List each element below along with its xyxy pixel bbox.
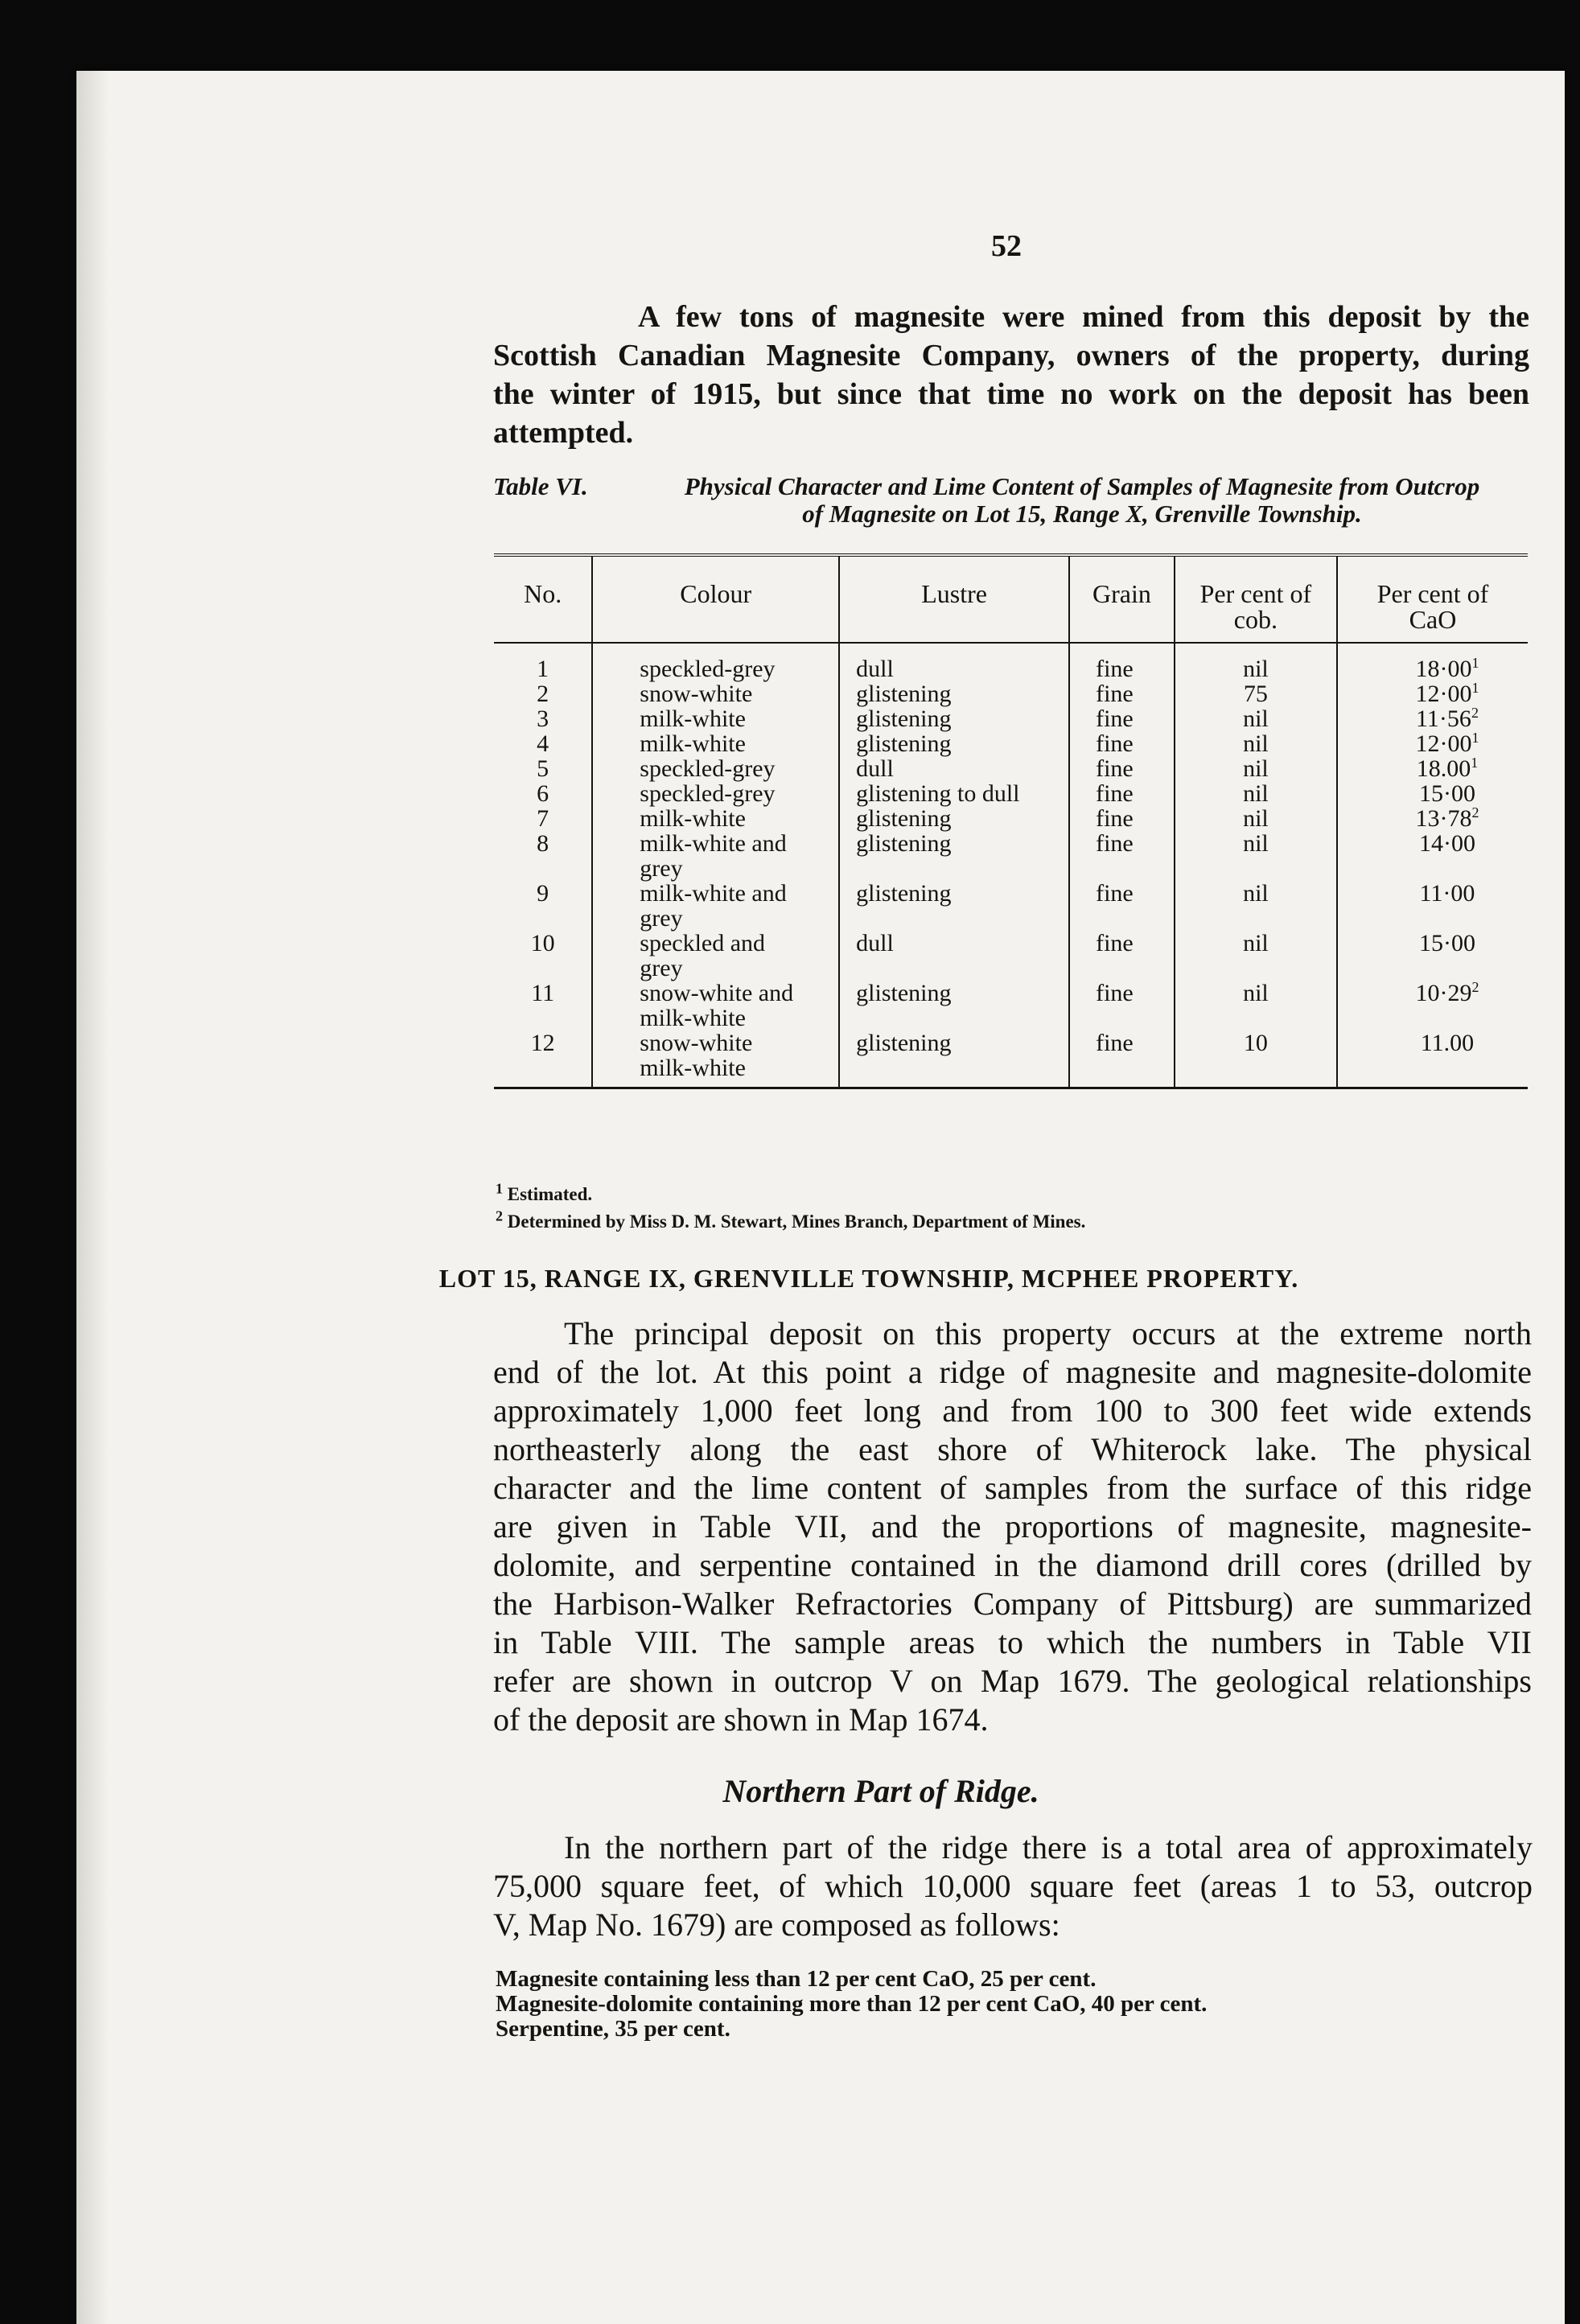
cell-colour-line: milk-white — [640, 705, 746, 732]
cell-cao-note: 2 — [1471, 705, 1479, 721]
northern-paragraph — [493, 1828, 1533, 1944]
footnote-text: Estimated. — [507, 1184, 593, 1204]
cell-cao — [1337, 1030, 1528, 1088]
cell-cob: nil — [1175, 756, 1337, 781]
cell-no: 9 — [537, 880, 549, 907]
cell-colour — [592, 831, 839, 881]
page-number: 52 — [991, 229, 1022, 263]
cell-no: 6 — [537, 780, 549, 807]
cell-colour — [592, 731, 839, 756]
section-heading: LOT 15, RANGE IX, GRENVILLE TOWNSHIP, MCPHEE PROPERTY. — [438, 1264, 1299, 1293]
cell-lustre: glistening — [839, 981, 1069, 1030]
cell-cao — [1337, 831, 1528, 881]
header-cao — [1337, 555, 1528, 643]
table-header-row — [494, 555, 1528, 643]
cell-cao-note: 2 — [1471, 979, 1479, 995]
table-row — [494, 831, 1528, 881]
cell-cao — [1337, 781, 1528, 806]
body-line: in Table VIII. The sample areas to which the numbers in Table VII — [493, 1624, 1532, 1660]
cell-cao-note: 1 — [1471, 655, 1479, 671]
intro-line: A few tons of magnesite were mined from this deposit by the — [638, 300, 1529, 334]
body-line: character and the lime content of samples from the surface of this ridge — [493, 1470, 1532, 1506]
intro-line: attempted. — [493, 416, 634, 450]
cell-cob: nil — [1175, 731, 1337, 756]
cell-cao — [1337, 981, 1528, 1030]
header-cob-line: Per cent of — [1199, 579, 1312, 608]
body-line: end of the lot. At this point a ridge of magnesite and magnesite-dolomite — [493, 1354, 1532, 1390]
composition-list — [496, 1967, 1207, 2042]
intro-line: Scottish Canadian Magnesite Company, owners of the property, during — [493, 339, 1529, 372]
cell-cao-value: 12·00 — [1415, 730, 1472, 757]
footnote — [496, 1208, 1085, 1236]
header-cao-line: Per cent of — [1376, 579, 1489, 608]
cell-colour — [592, 756, 839, 781]
intro-paragraph — [493, 298, 1529, 452]
table-footnotes — [496, 1181, 1085, 1236]
cell-grain: fine — [1069, 781, 1175, 806]
cell-cao-note: 1 — [1471, 730, 1479, 746]
cell-lustre: glistening — [839, 831, 1069, 881]
cell-cao-value: 18.00 — [1416, 755, 1471, 782]
cell-grain: fine — [1069, 756, 1175, 781]
table-row — [494, 931, 1528, 981]
header-colour: Colour — [592, 555, 839, 643]
cell-lustre: glistening — [839, 731, 1069, 756]
cell-no: 7 — [537, 805, 549, 832]
cell-colour-line: milk-white and — [640, 830, 787, 857]
cell-lustre: dull — [839, 756, 1069, 781]
cell-grain: fine — [1069, 881, 1175, 931]
cell-colour-line: milk-white and — [640, 880, 787, 907]
cell-grain: fine — [1069, 1030, 1175, 1088]
body-line: northeasterly along the east shore of Whiterock lake. The physical — [493, 1431, 1532, 1467]
cell-lustre: glistening — [839, 806, 1069, 831]
footnote-mark: 2 — [496, 1207, 503, 1224]
footnote-mark: 1 — [496, 1180, 503, 1197]
cell-cao-note: 1 — [1471, 680, 1479, 696]
table-row — [494, 681, 1528, 706]
cell-colour — [592, 981, 839, 1030]
body-line: In the northern part of the ridge there is a total area of approximately — [564, 1829, 1533, 1865]
cell-cao — [1337, 681, 1528, 706]
cell-lustre: glistening — [839, 681, 1069, 706]
cell-cao-value: 11·00 — [1419, 880, 1475, 907]
cell-lustre: glistening — [839, 706, 1069, 731]
cell-colour-line: snow-white — [640, 681, 753, 707]
cell-cob: nil — [1175, 643, 1337, 681]
table-row — [494, 731, 1528, 756]
cell-lustre: dull — [839, 931, 1069, 981]
cell-cao — [1337, 881, 1528, 931]
cell-no: 11 — [531, 980, 555, 1006]
cell-colour-line: snow-white — [640, 1030, 753, 1056]
cell-colour-line: speckled-grey — [640, 656, 776, 682]
cell-cob: 10 — [1175, 1030, 1337, 1088]
cell-lustre: glistening — [839, 1030, 1069, 1088]
cell-grain: fine — [1069, 681, 1175, 706]
table-title-line: Physical Character and Lime Content of Samples of Magnesite from Outcrop — [684, 472, 1480, 500]
cell-cob: nil — [1175, 806, 1337, 831]
cell-cao-note: 2 — [1471, 804, 1479, 821]
cell-colour — [592, 1030, 839, 1088]
cell-cao-note: 1 — [1471, 755, 1479, 771]
cell-grain: fine — [1069, 643, 1175, 681]
cell-colour-line: speckled and — [640, 930, 766, 956]
cell-no: 4 — [537, 730, 549, 757]
body-line: of the deposit are shown in Map 1674. — [493, 1701, 989, 1738]
table-row — [494, 756, 1528, 781]
cell-colour-line: speckled-grey — [640, 755, 776, 782]
cell-cob: nil — [1175, 706, 1337, 731]
table-row — [494, 781, 1528, 806]
body-line: The principal deposit on this property occurs at the extreme north — [564, 1315, 1532, 1351]
cell-cao-value: 14·00 — [1418, 830, 1475, 857]
cell-lustre: glistening — [839, 881, 1069, 931]
table-row — [494, 981, 1528, 1030]
cell-grain: fine — [1069, 706, 1175, 731]
cell-no: 2 — [537, 681, 549, 707]
cell-cob: nil — [1175, 831, 1337, 881]
table-row — [494, 881, 1528, 931]
composition-item: Magnesite containing less than 12 per cent CaO, 25 per cent. — [496, 1966, 1097, 1992]
principal-paragraph — [493, 1314, 1532, 1739]
cell-cob: 75 — [1175, 681, 1337, 706]
cell-cao — [1337, 806, 1528, 831]
table-row — [494, 806, 1528, 831]
cell-colour-line: grey — [640, 955, 683, 981]
cell-colour-line: milk-white — [640, 1005, 746, 1031]
intro-line: the winter of 1915, but since that time no work on the deposit has been — [493, 377, 1529, 411]
cell-cao — [1337, 731, 1528, 756]
footnote-text: Determined by Miss D. M. Stewart, Mines Branch, Department of Mines. — [507, 1211, 1086, 1232]
cell-cao-value: 13·78 — [1415, 805, 1472, 832]
body-line: V, Map No. 1679) are composed as follows: — [493, 1907, 1060, 1943]
cell-cob: nil — [1175, 781, 1337, 806]
cell-colour — [592, 931, 839, 981]
cell-no: 10 — [530, 930, 555, 956]
body-line: approximately 1,000 feet long and from 100 to 300 feet wide extends — [493, 1392, 1532, 1429]
cell-colour — [592, 806, 839, 831]
cell-lustre: dull — [839, 643, 1069, 681]
body-line: 75,000 square feet, of which 10,000 square feet (areas 1 to 53, outcrop — [493, 1868, 1533, 1904]
header-lustre: Lustre — [839, 555, 1069, 643]
cell-cao-value: 11·56 — [1416, 705, 1471, 732]
cell-colour-line: grey — [640, 855, 683, 882]
table-title-line: of Magnesite on Lot 15, Range X, Grenville Township. — [802, 500, 1362, 528]
cell-no: 5 — [537, 755, 549, 782]
body-line: refer are shown in outcrop V on Map 1679. The geological relationships — [493, 1663, 1532, 1699]
cell-colour — [592, 643, 839, 681]
cell-no: 8 — [537, 830, 549, 857]
magnesite-samples-table — [494, 553, 1528, 1089]
cell-lustre: glistening to dull — [839, 781, 1069, 806]
cell-no: 1 — [537, 656, 549, 682]
cell-cao-value: 10·29 — [1415, 980, 1472, 1006]
header-cob-line: cob. — [1233, 605, 1278, 634]
table-row — [494, 643, 1528, 681]
cell-cob: nil — [1175, 981, 1337, 1030]
cell-colour-line: milk-white — [640, 805, 746, 832]
body-line: the Harbison-Walker Refractories Company of Pittsburg) are summarized — [493, 1586, 1532, 1622]
table-row — [494, 1030, 1528, 1088]
cell-grain: fine — [1069, 931, 1175, 981]
page-edge-shadow — [76, 71, 109, 2324]
table-label: Table VI. — [493, 472, 588, 500]
cell-colour — [592, 881, 839, 931]
header-grain: Grain — [1069, 555, 1175, 643]
cell-colour-line: snow-white and — [640, 980, 794, 1006]
cell-cao — [1337, 756, 1528, 781]
scanned-page — [76, 71, 1565, 2324]
composition-item: Magnesite-dolomite containing more than 12 per cent CaO, 40 per cent. — [496, 1991, 1208, 2017]
body-line: dolomite, and serpentine contained in the diamond drill cores (drilled by — [493, 1547, 1532, 1583]
cell-grain: fine — [1069, 831, 1175, 881]
table-row — [494, 706, 1528, 731]
cell-cao-value: 11.00 — [1420, 1030, 1475, 1056]
cell-no: 12 — [530, 1030, 555, 1056]
cell-cao-value: 18·00 — [1415, 656, 1472, 682]
cell-cao — [1337, 931, 1528, 981]
header-cao-line: CaO — [1409, 605, 1457, 634]
cell-cob: nil — [1175, 931, 1337, 981]
cell-colour-line: grey — [640, 905, 683, 932]
footnote — [496, 1181, 1085, 1208]
cell-cao-value: 12·00 — [1415, 681, 1472, 707]
cell-cao — [1337, 643, 1528, 681]
cell-grain: fine — [1069, 731, 1175, 756]
cell-colour — [592, 781, 839, 806]
body-line: are given in Table VII, and the proportions of magnesite, magnesite- — [493, 1508, 1532, 1545]
cell-colour-line: speckled-grey — [640, 780, 776, 807]
cell-cob: nil — [1175, 881, 1337, 931]
cell-grain: fine — [1069, 806, 1175, 831]
header-cob — [1175, 555, 1337, 643]
composition-item: Serpentine, 35 per cent. — [496, 2016, 730, 2042]
subsection-heading: Northern Part of Ridge. — [722, 1773, 1039, 1809]
header-no: No. — [494, 555, 592, 643]
cell-colour-line: milk-white — [640, 730, 746, 757]
cell-cao-value: 15·00 — [1418, 930, 1475, 956]
cell-no: 3 — [537, 705, 549, 732]
cell-cao-value: 15·00 — [1418, 780, 1475, 807]
cell-cao — [1337, 706, 1528, 731]
cell-colour — [592, 706, 839, 731]
cell-colour — [592, 681, 839, 706]
cell-grain: fine — [1069, 981, 1175, 1030]
cell-colour-line: milk-white — [640, 1055, 746, 1081]
